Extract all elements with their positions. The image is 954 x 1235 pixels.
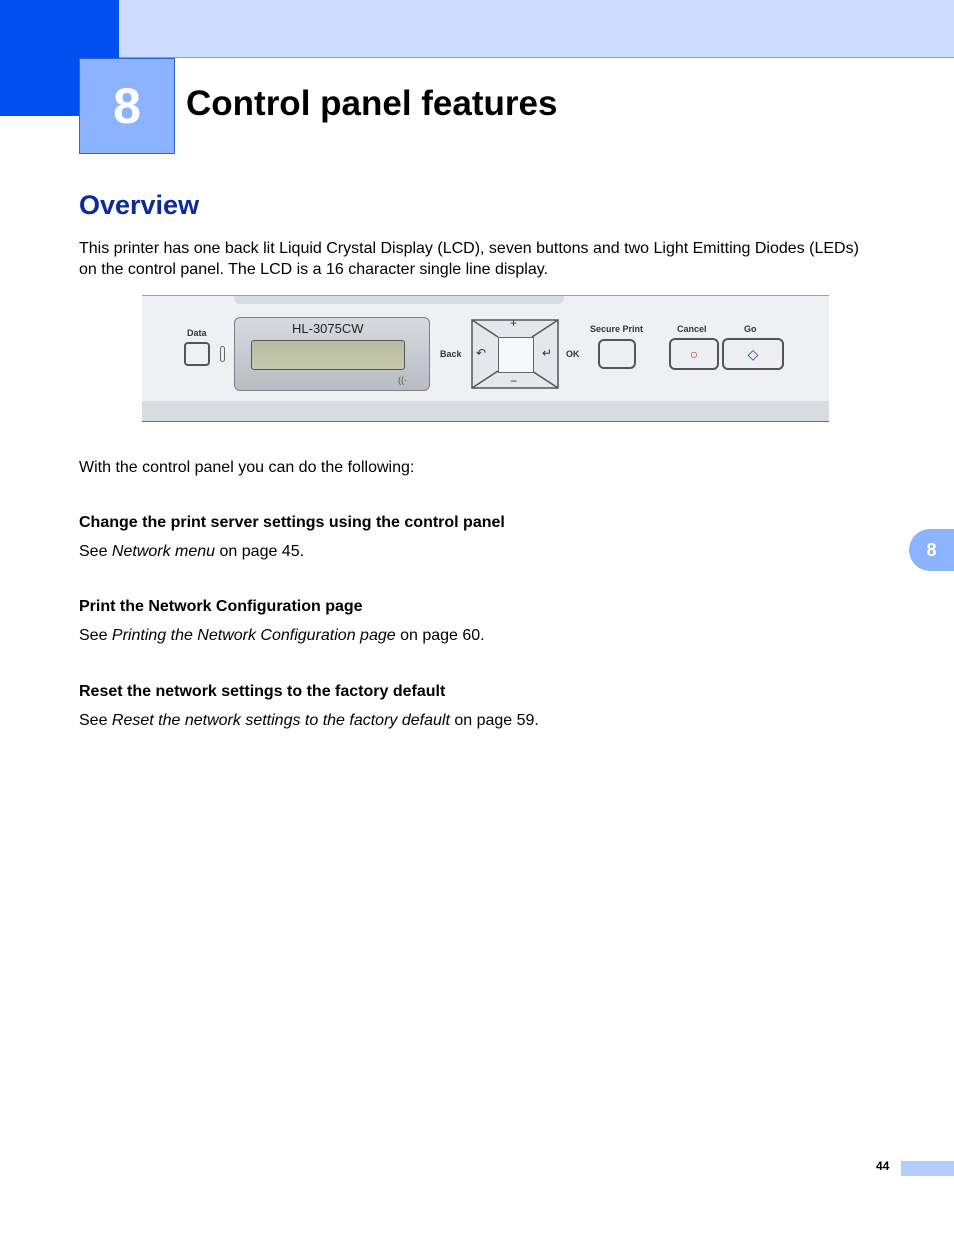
page-number-bar	[901, 1161, 954, 1176]
page-reference: on page 45.	[215, 543, 305, 560]
cancel-button	[669, 338, 719, 370]
header-band	[119, 0, 954, 58]
panel-top-lip	[234, 296, 564, 304]
section-title: Overview	[79, 190, 200, 220]
back-label: Back	[440, 349, 462, 359]
up-arrow-icon: +	[510, 316, 518, 330]
see-word: See	[79, 712, 108, 729]
chapter-title: Control panel features	[186, 84, 558, 123]
see-word: See	[79, 543, 108, 560]
item-heading: Change the print server settings using the control panel	[79, 514, 505, 531]
data-button	[184, 342, 210, 366]
error-led-icon	[220, 346, 225, 362]
page-reference: on page 59.	[449, 712, 539, 729]
page-reference: on page 60.	[395, 627, 485, 644]
stop-icon: ○	[689, 346, 699, 362]
cross-reference-link: Network menu	[111, 543, 216, 560]
panel-base-strip	[142, 401, 829, 421]
control-panel-illustration	[142, 295, 829, 422]
ok-label: OK	[566, 349, 580, 359]
down-arrow-icon: −	[510, 374, 518, 388]
secure-print-label: Secure Print	[590, 324, 644, 334]
model-name: HL-3075CW	[292, 321, 364, 336]
lcd-screen	[251, 340, 405, 370]
see-word: See	[79, 627, 108, 644]
lead-sentence: With the control panel you can do the following:	[79, 459, 415, 476]
chapter-side-tab: 8	[909, 529, 954, 571]
cancel-label: Cancel	[677, 324, 707, 334]
item-heading: Print the Network Configuration page	[79, 598, 363, 615]
data-label: Data	[187, 328, 207, 338]
ok-center-key	[498, 337, 534, 373]
back-arrow-icon: ↶	[476, 346, 487, 360]
navigation-pad	[468, 316, 562, 392]
cross-reference-link: Reset the network settings to the factory default	[111, 712, 450, 729]
go-label: Go	[744, 324, 757, 334]
cross-reference-link: Printing the Network Configuration page	[111, 627, 396, 644]
page-number: 44	[876, 1159, 890, 1173]
go-icon: ◇	[747, 346, 759, 362]
item-heading: Reset the network settings to the factory default	[79, 683, 446, 700]
go-button	[722, 338, 784, 370]
item-reference	[79, 625, 485, 646]
chapter-number-box: 8	[79, 58, 175, 154]
intro-paragraph: This printer has one back lit Liquid Crystal Display (LCD), seven buttons and two Light Emitting Diodes (LEDs) on the control panel. The LCD is a 16 character single line display.	[79, 240, 859, 278]
item-reference	[79, 541, 304, 562]
lcd-frame	[234, 317, 430, 391]
item-reference	[79, 710, 539, 731]
enter-arrow-icon: ↵	[542, 346, 553, 360]
wireless-icon: ((·	[398, 375, 407, 385]
secure-print-button	[598, 339, 636, 369]
